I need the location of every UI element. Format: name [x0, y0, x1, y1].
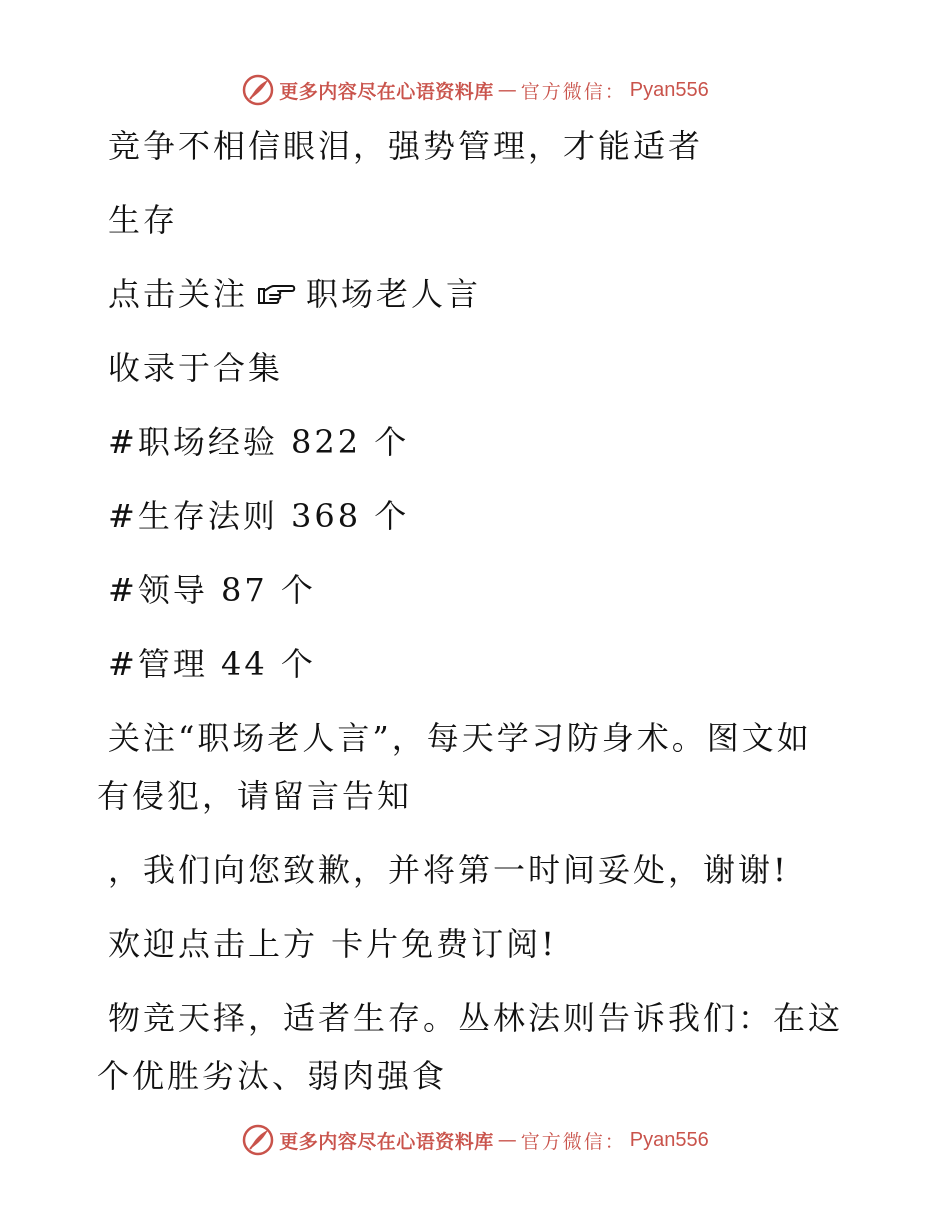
- feather-pen-logo-icon: [241, 73, 275, 107]
- notice-line-3: ，我们向您致歉，并将第一时间妥处，谢谢!: [108, 851, 789, 889]
- tag-item: #生存法则 368 个: [108, 497, 410, 535]
- watermark-wechat-label: 官方微信：: [520, 1130, 626, 1153]
- follow-line: [108, 274, 481, 314]
- title-line-2: 生存: [108, 201, 179, 239]
- notice-line-2: 有侵犯，请留言告知: [97, 777, 413, 815]
- watermark-group: [241, 73, 709, 107]
- follow-prefix: 点击关注: [108, 275, 249, 313]
- subscribe-line: 欢迎点击上方 卡片免费订阅!: [108, 925, 558, 963]
- footer-watermark: [0, 1120, 950, 1160]
- tag-item: #职场经验 822 个: [108, 423, 410, 461]
- watermark-separator: —: [497, 1129, 517, 1151]
- intro-line-1: 物竞天择，适者生存。丛林法则告诉我们：在这: [108, 999, 844, 1037]
- watermark-wechat-id: Pyan556: [629, 78, 709, 101]
- watermark-group: [241, 1123, 709, 1157]
- watermark-text: 更多内容尽在心语资料库: [279, 1130, 494, 1153]
- watermark-wechat-label: 官方微信：: [520, 80, 626, 103]
- header-watermark: [0, 70, 950, 110]
- feather-pen-logo-icon: [241, 1123, 275, 1157]
- watermark-separator: —: [497, 79, 517, 101]
- notice-line-1: 关注“职场老人言”，每天学习防身术。图文如: [108, 719, 812, 757]
- tag-item: #管理 44 个: [108, 645, 316, 683]
- watermark-wechat-id: Pyan556: [629, 1128, 709, 1151]
- pointing-hand-icon: [256, 281, 296, 307]
- follow-account: 职场老人言: [306, 275, 482, 313]
- watermark-text: 更多内容尽在心语资料库: [279, 80, 494, 103]
- collection-label: 收录于合集: [108, 349, 284, 387]
- title-line-1: 竞争不相信眼泪，强势管理，才能适者: [108, 127, 704, 165]
- intro-line-2: 个优胜劣汰、弱肉强食: [97, 1057, 448, 1095]
- tag-item: #领导 87 个: [108, 571, 316, 609]
